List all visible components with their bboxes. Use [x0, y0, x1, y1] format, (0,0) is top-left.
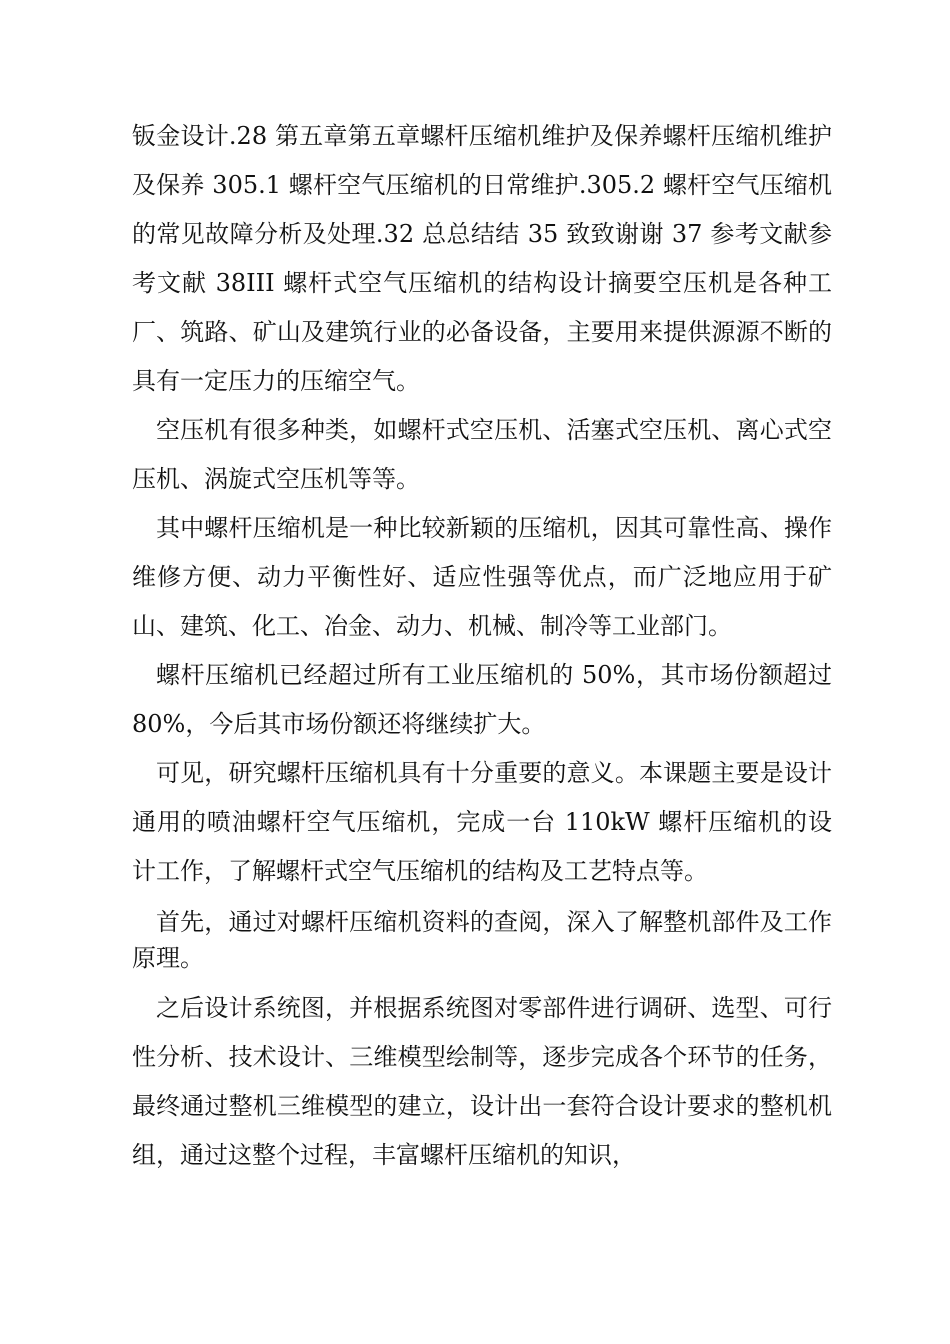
paragraph-5: 可见，研究螺杆压缩机具有十分重要的意义。本课题主要是设计通用的喷油螺杆空气压缩机，完成一台 110kW 螺杆压缩机的设计工作，了解螺杆式空气压缩机的结构及工艺特点等。 [132, 759, 832, 885]
paragraph-2: 空压机有很多种类，如螺杆式空压机、活塞式空压机、离心式空压机、涡旋式空压机等等。 [132, 416, 832, 493]
paragraph-6: 首先，通过对螺杆压缩机资料的查阅，深入了解整机部件及工作原理。 [132, 908, 832, 972]
document-body [132, 112, 832, 1180]
paragraph-1: 钣金设计.28 第五章第五章螺杆压缩机维护及保养螺杆压缩机维护及保养 305.1 螺杆空气压缩机的日常维护.305.2 螺杆空气压缩机的常见故障分析及处理.32 总总结结 35 致致谢谢 37 参考文献参考文献 38III 螺杆式空气压缩机的结构设计摘要空压机是各种工厂、筑路、矿山及建筑行业的必备设备，主要用来提供源源不断的具有一定压力的压缩空气。 [132, 122, 832, 395]
paragraph-7: 之后设计系统图，并根据系统图对零部件进行调研、选型、可行性分析、技术设计、三维模型绘制等，逐步完成各个环节的任务，最终通过整机三维模型的建立，设计出一套符合设计要求的整机机组，通过这整个过程，丰富螺杆压缩机的知识， [132, 994, 832, 1169]
paragraph-4: 螺杆压缩机已经超过所有工业压缩机的 50%，其市场份额超过 80%，今后其市场份额还将继续扩大。 [132, 661, 832, 738]
paragraph-3: 其中螺杆压缩机是一种比较新颖的压缩机，因其可靠性高、操作维修方便、动力平衡性好、适应性强等优点，而广泛地应用于矿山、建筑、化工、冶金、动力、机械、制冷等工业部门。 [132, 514, 832, 640]
